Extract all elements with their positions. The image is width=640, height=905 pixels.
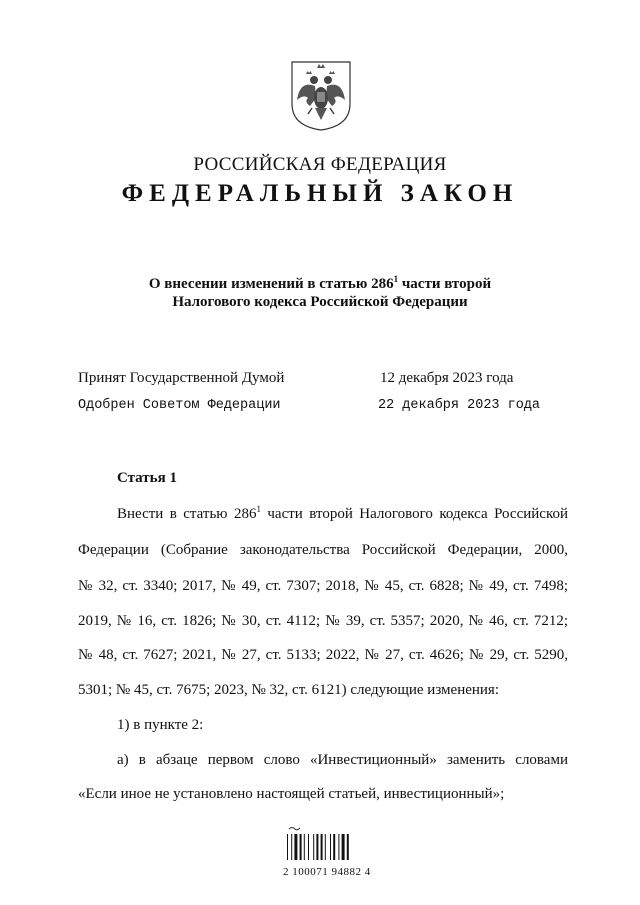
article-paragraph-line: Федерации (Собрание законодательства Российской Федерации, 2000, <box>78 542 568 558</box>
law-title-line-1 <box>0 276 640 293</box>
barcode-number: 2 100071 94882 4 <box>283 866 371 878</box>
law-title-text-end: части второй <box>398 276 492 292</box>
law-title-superscript: 1 <box>393 274 399 284</box>
list-item-point-1: 1) в пункте 2: <box>117 717 204 733</box>
duma-adoption-date: 12 декабря 2023 года <box>380 370 514 386</box>
duma-adoption-label: Принят Государственной Думой <box>78 370 285 386</box>
list-item-a-line-1: а) в абзаце первом слово «Инвестиционный» заменить словами <box>117 752 568 768</box>
law-title-text: О внесении изменений в статью 286 <box>148 276 394 292</box>
article-paragraph-line-1 <box>78 504 569 522</box>
paragraph-superscript: 1 <box>256 504 261 514</box>
article-paragraph-line: № 32, ст. 3340; 2017, № 49, ст. 7307; 2018, № 45, ст. 6828; № 49, ст. 7498; <box>78 578 568 594</box>
article-heading: Статья 1 <box>117 470 177 486</box>
country-name: РОССИЙСКАЯ ФЕДЕРАЦИЯ <box>193 154 447 175</box>
coat-of-arms-icon <box>290 60 352 132</box>
council-approval-label: Одобрен Советом Федерации <box>78 398 281 413</box>
article-paragraph-last-line: 5301; № 45, ст. 7675; 2023, № 32, ст. 6121) следующие изменения: <box>78 682 499 698</box>
council-approval-date: 22 декабря 2023 года <box>378 398 541 413</box>
document-type: ФЕДЕРАЛЬНЫЙ ЗАКОН <box>121 180 519 207</box>
article-paragraph-line: № 48, ст. 7627; 2021, № 27, ст. 5133; 2022, № 27, ст. 4626; № 29, ст. 5290, <box>78 647 568 663</box>
law-title-line-2: Налогового кодекса Российской Федерации <box>172 294 468 310</box>
article-paragraph-line: 2019, № 16, ст. 1826; № 30, ст. 4112; № 39, ст. 5357; 2020, № 46, ст. 7212; <box>78 613 568 629</box>
paragraph-text: Внести в статью 286 <box>117 506 257 522</box>
barcode-icon <box>285 826 355 862</box>
list-item-a-line-2: «Если иное не установлено настоящей статьей, инвестиционный»; <box>78 786 505 802</box>
paragraph-text-end: части второй Налогового кодекса Российской <box>260 506 569 522</box>
